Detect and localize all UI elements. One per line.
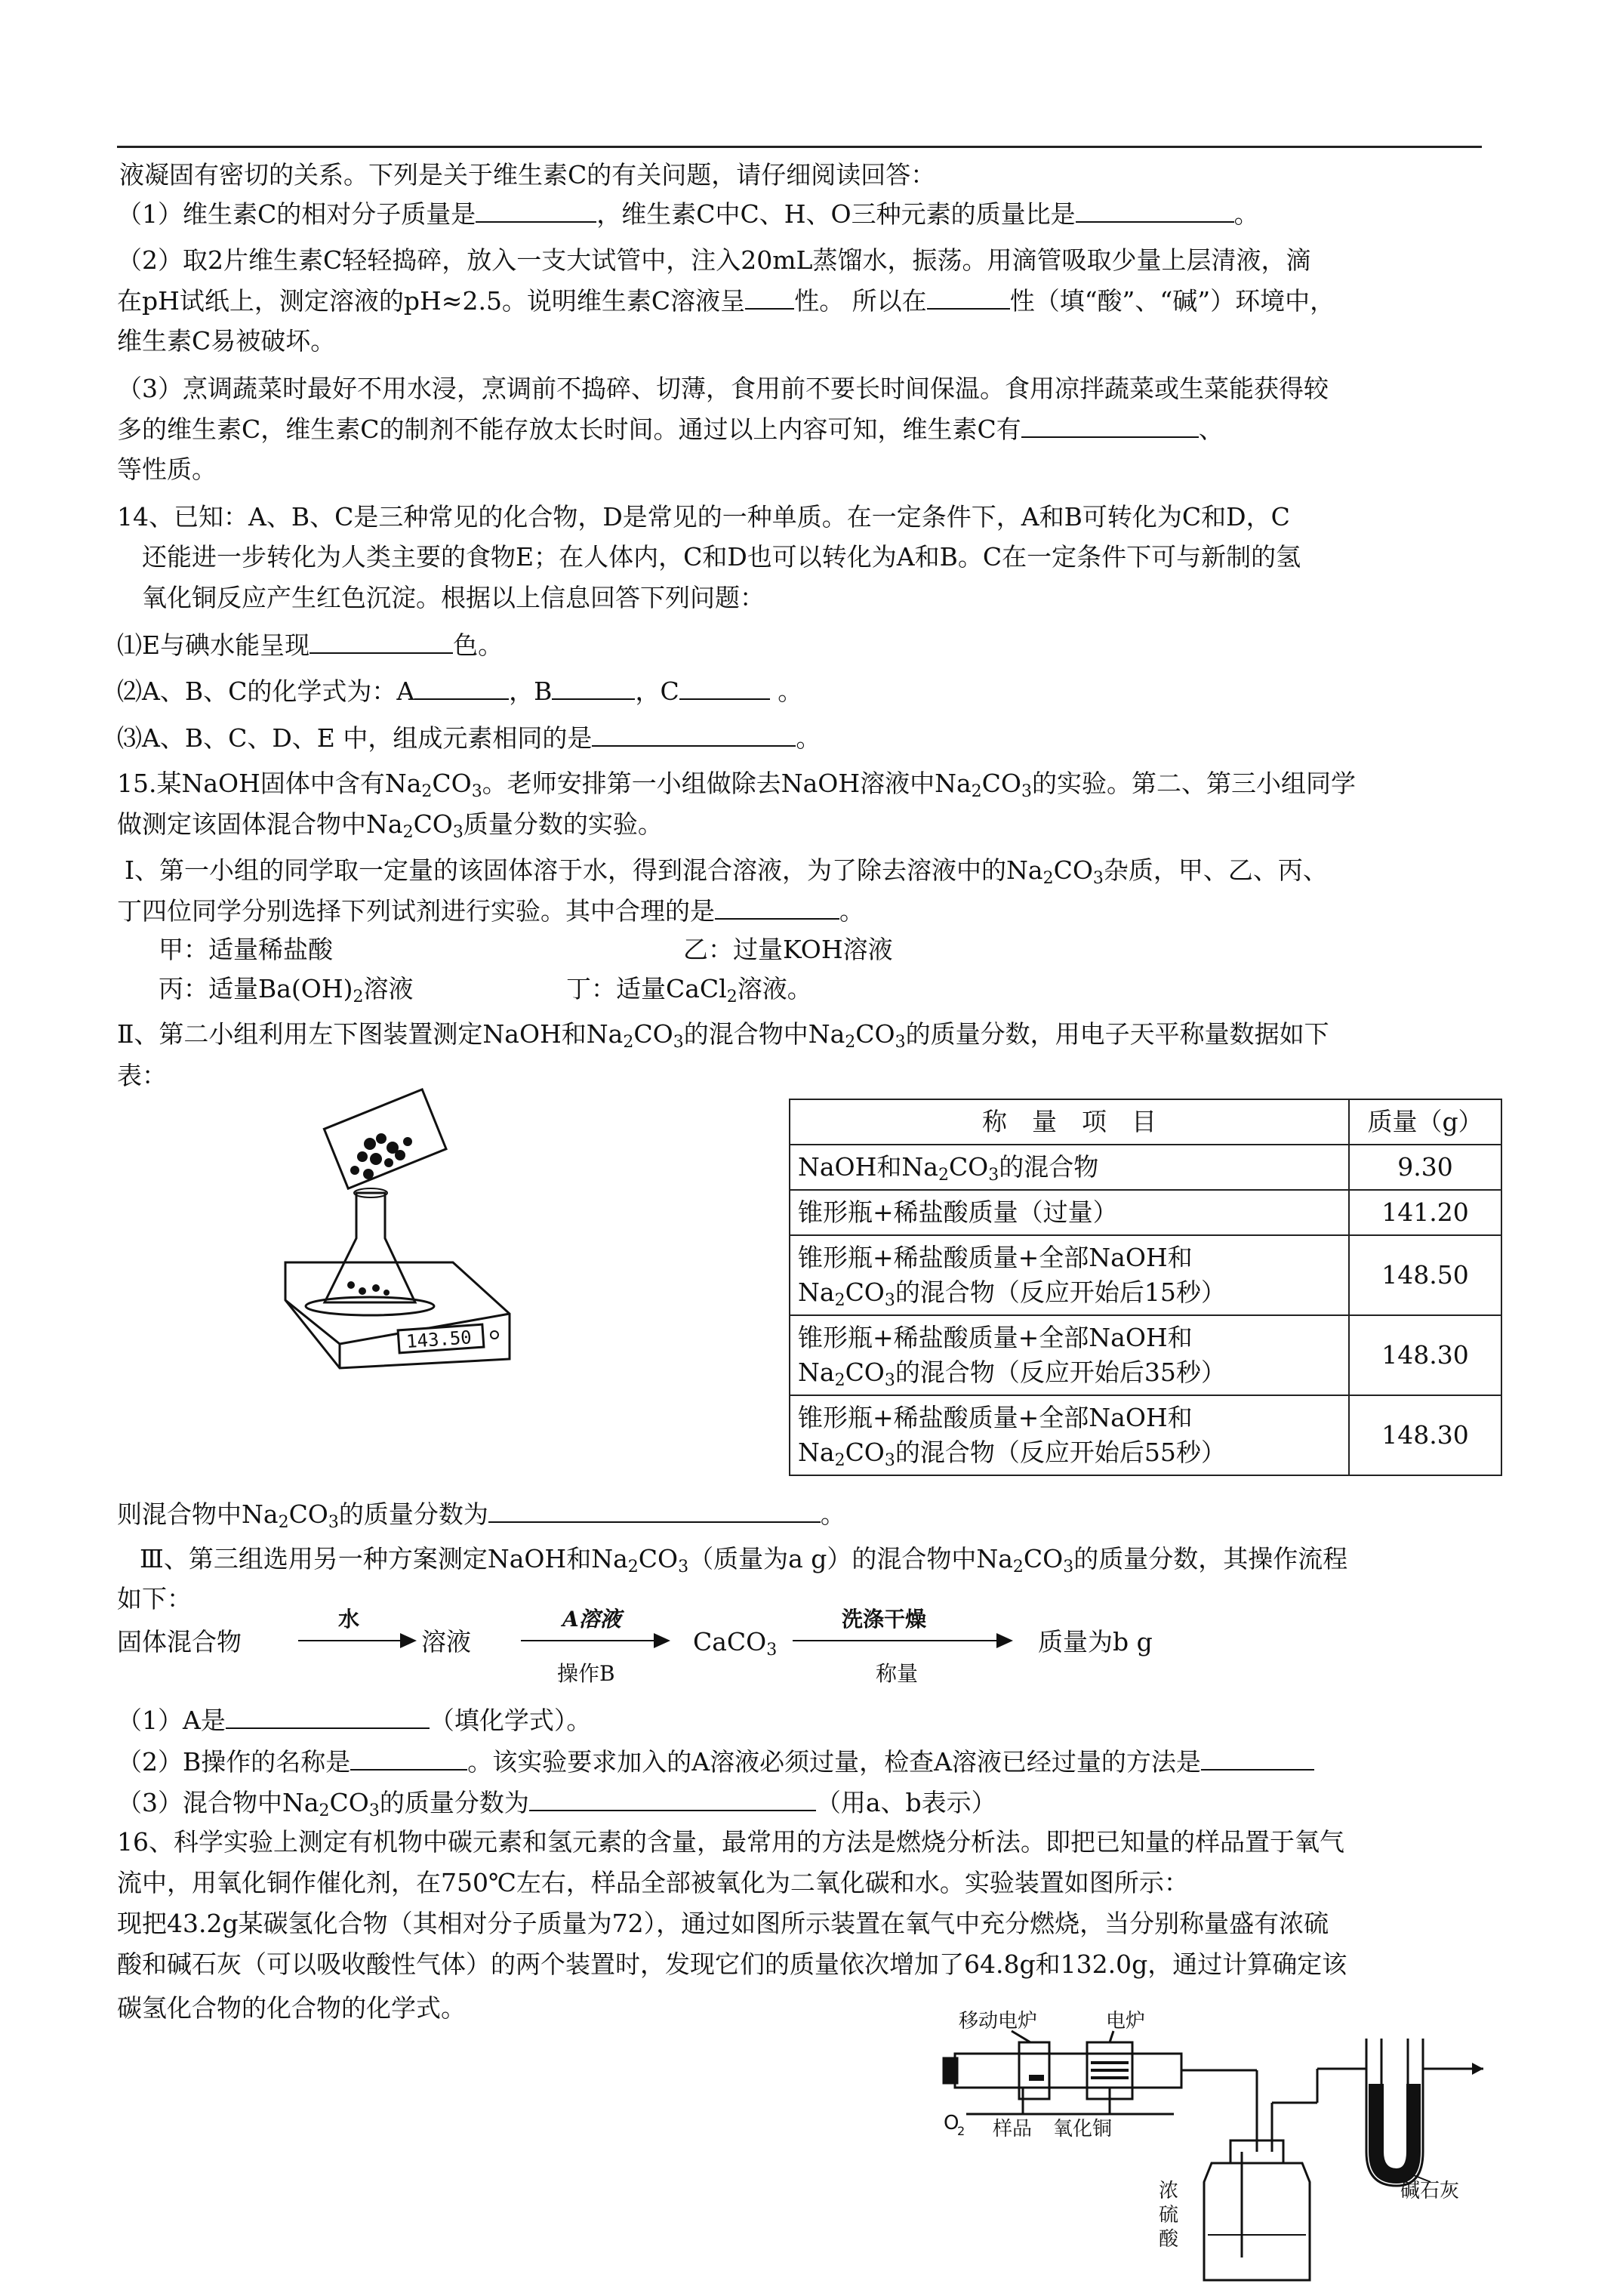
flow-arrow-1 (298, 1640, 404, 1641)
answer-blank[interactable] (1076, 199, 1234, 223)
label-sample: 样品 (993, 2118, 1033, 2140)
q13-part2-line2: 在pH试纸上，测定溶液的pH≈2.5。说明维生素C溶液呈 性。 所以在 性（填“酸”、“碱”）环境中， (117, 286, 1335, 316)
flow-node-solid-mixture: 固体混合物 (117, 1627, 242, 1657)
label-o2: O (944, 2112, 959, 2134)
svg-text:浓: 浓 (1159, 2180, 1179, 2202)
answer-blank[interactable] (745, 285, 794, 310)
intro-line: 液凝固有密切的关系。下列是关于维生素C的有关问题，请仔细阅读回答： (119, 160, 936, 190)
svg-text:硫: 硫 (1159, 2204, 1179, 2227)
q13-part3-line2: 多的维生素C，维生素C的制剂不能存放太长时间。通过以上内容可知，维生素C有 、 (117, 415, 1224, 444)
flow-arrow2-label: A溶液 (562, 1607, 621, 1632)
q15-line1: 15.某NaOH固体中含有$Na_2CO_3$。老师安排第一小组做除去NaOH溶液中$Na_2CO_3$的实验。第二、第三小组同学 (117, 769, 1356, 801)
answer-blank[interactable] (552, 676, 635, 700)
row-mass: 141.20 (1349, 1190, 1501, 1235)
soda-lime-fill (1369, 2084, 1421, 2184)
q16-line2: 流中，用氧化铜作催化剂，在750℃左右，样品全部被氧化为二氧化碳和水。实验装置如图所示： (117, 1868, 1189, 1897)
table-row (790, 1235, 1501, 1315)
arrow-head-icon (654, 1633, 670, 1648)
q15-part3-line2: 如下： (117, 1584, 192, 1613)
label-furnace: 电炉 (1106, 2010, 1146, 2032)
answer-blank[interactable] (1201, 1746, 1314, 1771)
table-row (790, 1145, 1501, 1190)
outlet-arrow-icon (1472, 2063, 1483, 2075)
q15-part3-q1: （1）A是 （填化学式）。 (117, 1706, 592, 1735)
q15-part3-line1: Ⅲ、第三组选用另一种方案测定NaOH和$Na_2CO_3$（质量为a g）的混合物中$Na_2CO_3$的质量分数，其操作流程 (140, 1544, 1348, 1576)
q16-line4: 酸和碱石灰（可以吸收酸性气体）的两个装置时，发现它们的质量依次增加了64.8g和132.0g，通过计算确定该 (117, 1949, 1347, 1979)
q13-part3-line1: （3）烹调蔬菜时最好不用水浸，烹调前不捣碎、切薄，食用前不要长时间保温。食用凉拌蔬菜或生菜能获得较 (117, 374, 1329, 403)
row-item: NaOH和$Na_2CO_3$的混合物 (790, 1145, 1349, 1190)
answer-blank[interactable] (476, 199, 596, 223)
q13-part2-line1: （2）取2片维生素C轻轻捣碎，放入一支大试管中，注入20mL蒸馏水，振荡。用滴管吸取少量上层清液，滴 (117, 245, 1311, 275)
answer-blank[interactable] (350, 1746, 467, 1771)
answer-blank[interactable] (488, 1499, 821, 1523)
q15-part2-result: 则混合物中$Na_2CO_3$的质量分数为 。 (117, 1499, 845, 1532)
answer-blank[interactable] (226, 1705, 430, 1729)
q15-part3-q2: （2）B操作的名称是 。该实验要求加入的A溶液必须过量，检查A溶液已经过量的方法是 (117, 1746, 1314, 1777)
q16-line3: 现把43.2g某碳氢化合物（其相对分子质量为72），通过如图所示装置在氧气中充分燃烧，当分别称量盛有浓硫 (117, 1909, 1329, 1938)
table-header-row (790, 1099, 1501, 1145)
flow-arrow3-label: 洗涤干燥 (842, 1607, 927, 1632)
table-row (790, 1190, 1501, 1235)
q16-line1: 16、科学实验上测定有机物中碳元素和氢元素的含量，最常用的方法是燃烧分析法。即把已知量的样品置于氧气 (117, 1827, 1344, 1857)
q15-part2-line1: Ⅱ、第二小组利用左下图装置测定NaOH和$Na_2CO_3$的混合物中$Na_2CO_3$的质量分数，用电子天平称量数据如下 (117, 1019, 1329, 1052)
option-bing: 丙：适量$Ba(OH)_2$溶液 (159, 974, 414, 1006)
combustion-apparatus-figure (940, 2001, 1498, 2288)
q15-part1-line2: 丁四位同学分别选择下列试剂进行实验。其中合理的是 。 (117, 896, 864, 926)
header-item: 称 量 项 目 (790, 1099, 1349, 1145)
table-row (790, 1315, 1501, 1395)
label-soda-lime: 碱石灰 (1400, 2180, 1460, 2202)
label-copper-oxide: 氧化铜 (1053, 2118, 1113, 2140)
q14-sub1: ⑴E与碘水能呈现 色。 (117, 630, 504, 660)
q15-part3-q3: （3）混合物中$Na_2CO_3$的质量分数为 （用a、b表示） (117, 1788, 996, 1820)
arrow-head-icon (996, 1633, 1013, 1648)
flow-node-solution: 溶液 (421, 1627, 471, 1657)
q15-part1-line1: Ⅰ、第一小组的同学取一定量的该固体溶于水，得到混合溶液，为了除去溶液中的$Na_2CO_3$杂质，甲、乙、丙、 (125, 855, 1328, 888)
flow-node-mass-b: 质量为b g (1038, 1627, 1153, 1657)
answer-blank[interactable] (414, 676, 509, 700)
answer-blank[interactable] (592, 723, 796, 747)
flow-arrow3-sublabel: 称量 (876, 1661, 919, 1686)
label-conc-sulfuric-acid (1159, 2180, 1179, 2251)
row-mass: 148.50 (1349, 1235, 1501, 1315)
answer-blank[interactable] (679, 676, 770, 700)
flow-arrow2-sublabel: 操作B (557, 1661, 615, 1686)
row-item: 锥形瓶+稀盐酸质量+全部NaOH和 $Na_2CO_3$的混合物（反应开始后15秒） (790, 1235, 1349, 1315)
row-item: 锥形瓶+稀盐酸质量（过量） (790, 1190, 1349, 1235)
label-moving-furnace: 移动电炉 (959, 2010, 1038, 2032)
q14-sub2: ⑵A、B、C的化学式为：A ，B ，C 。 (117, 676, 803, 706)
q14-line2: 还能进一步转化为人类主要的食物E；在人体内，C和D也可以转化为A和B。C在一定条件下可与新制的氢 (142, 542, 1301, 572)
row-mass: 9.30 (1349, 1145, 1501, 1190)
option-jia: 甲：适量稀盐酸 (159, 935, 333, 964)
q13-part3-line3: 等性质。 (117, 455, 217, 484)
q14-line1: 14、已知：A、B、C是三种常见的化合物，D是常见的一种单质。在一定条件下，A和B可转化为C和D，C (117, 502, 1290, 532)
weighing-table (789, 1099, 1502, 1476)
q13-part1: （1）维生素C的相对分子质量是 ，维生素C中C、H、O三种元素的质量比是 。 (117, 199, 1259, 229)
flow-arrow-3 (793, 1640, 1000, 1641)
balance-display: 143.50 (405, 1327, 473, 1353)
q15-part2-line2: 表： (117, 1061, 167, 1090)
table-row (790, 1395, 1501, 1475)
header-rule (117, 146, 1482, 148)
answer-blank[interactable] (529, 1787, 816, 1811)
flow-arrow-2 (521, 1640, 657, 1641)
arrow-head-icon (400, 1633, 417, 1648)
answer-blank[interactable] (310, 630, 453, 654)
answer-blank[interactable] (715, 895, 839, 920)
answer-blank[interactable] (927, 285, 1010, 310)
q16-line5: 碳氢化合物的化合物的化学式。 (117, 1993, 466, 2023)
q14-sub3: ⑶A、B、C、D、E 中，组成元素相同的是 。 (117, 723, 821, 753)
flow-arrow1-label: 水 (338, 1607, 360, 1632)
row-item: 锥形瓶+稀盐酸质量+全部NaOH和 $Na_2CO_3$的混合物（反应开始后35秒） (790, 1315, 1349, 1395)
answer-blank[interactable] (1021, 414, 1199, 438)
row-mass: 148.30 (1349, 1395, 1501, 1475)
option-ding: 丁：适量CaCl$_2$溶液。 (566, 974, 812, 1006)
row-item: 锥形瓶+稀盐酸质量+全部NaOH和 $Na_2CO_3$的混合物（反应开始后55秒） (790, 1395, 1349, 1475)
header-mass: 质量（g） (1349, 1099, 1501, 1145)
option-yi: 乙：过量KOH溶液 (683, 935, 893, 964)
q13-part2-line3: 维生素C易被破坏。 (117, 326, 336, 356)
svg-text:2: 2 (957, 2124, 965, 2138)
electronic-balance-figure (279, 1087, 528, 1397)
q14-line3: 氧化铜反应产生红色沉淀。根据以上信息回答下列问题： (142, 583, 765, 612)
svg-text:酸: 酸 (1159, 2228, 1179, 2251)
q15-line2: 做测定该固体混合物中$Na_2CO_3$质量分数的实验。 (117, 809, 663, 842)
flow-node-caco3: CaCO$_3$ (693, 1627, 778, 1660)
row-mass: 148.30 (1349, 1315, 1501, 1395)
